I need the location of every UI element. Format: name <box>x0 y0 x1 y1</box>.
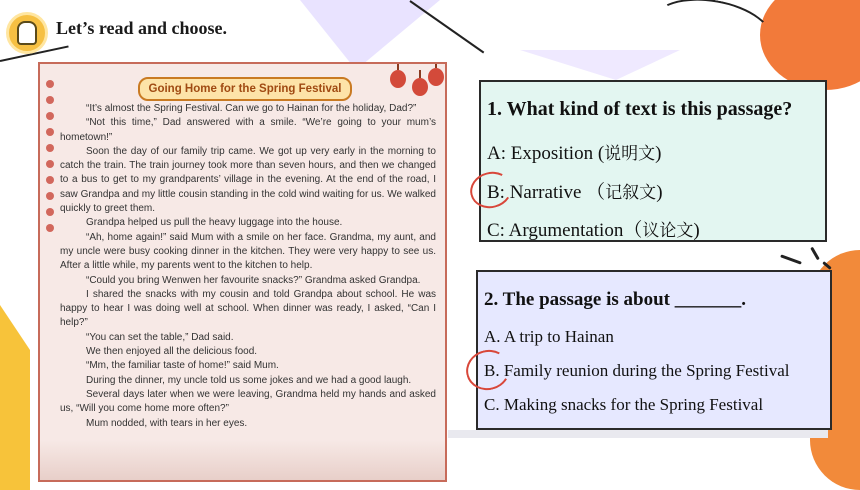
passage-body <box>60 102 436 431</box>
option-chinese: 记叙文 <box>605 183 657 203</box>
orange-decoration <box>760 0 860 90</box>
paragraph: “It’s almost the Spring Festival. Can we go to Hainan for the holiday, Dad?” <box>86 103 417 114</box>
paragraph: Several days later when we were leaving, Grandma held my hands and asked us, “Will you come home more often?” <box>60 388 436 415</box>
purple-decoration <box>300 0 440 70</box>
option-paren: ) <box>655 143 662 164</box>
tick-mark-decoration <box>780 254 802 264</box>
option-label: B: Narrative （ <box>487 182 606 203</box>
shelf-decoration <box>448 430 828 438</box>
question-1-option-b[interactable] <box>487 177 663 204</box>
curve-decoration <box>645 0 778 74</box>
plum-blossom-decoration <box>43 72 57 472</box>
paragraph: “Not this time,” Dad answered with a smile. “We’re going to your mum’s hometown!” <box>60 117 436 143</box>
purple-decoration-2 <box>520 50 680 80</box>
question-2-option-a[interactable]: A. A trip to Hainan <box>484 327 614 346</box>
lightbulb-icon <box>6 12 48 54</box>
lantern-icon <box>412 78 428 96</box>
paragraph: During the dinner, my uncle told us some jokes and we had a good laugh. <box>86 374 412 386</box>
question-2-option-b[interactable]: B. Family reunion during the Spring Festival <box>484 361 790 380</box>
question-2-box <box>476 270 832 430</box>
reading-passage <box>38 62 447 482</box>
paragraph: “Could you bring Wenwen her favourite snacks?” Grandma asked Grandpa. <box>86 274 421 286</box>
paragraph: Mum nodded, with tears in her eyes. <box>86 417 248 429</box>
question-2-title: 2. The passage is about _______. <box>484 289 747 310</box>
line-decoration-2 <box>409 0 484 53</box>
lantern-icon <box>428 68 444 86</box>
passage-bottom-fade <box>40 440 445 480</box>
passage-title-banner <box>138 77 352 101</box>
option-paren: ) <box>656 182 663 203</box>
option-label: C: Argumentation（ <box>487 220 643 241</box>
option-label: A: Exposition ( <box>487 143 605 164</box>
option-paren: ) <box>693 220 700 241</box>
question-1-option-a[interactable] <box>487 139 662 165</box>
passage-title: Going Home for the Spring Festival <box>148 83 342 95</box>
paragraph: Soon the day of our family trip came. We got up very early in the morning to catch the train. The train journey took more than seven hours, and then we changed to a bus to get to my grandparents’ village in the evening. At the end of the road, I saw Grandpa and my little cousin standing in the cold wind waiting for us. We walked quickly to greet them. <box>60 145 436 215</box>
paragraph: We then enjoyed all the delicious food. <box>86 346 258 358</box>
yellow-decoration <box>0 290 30 490</box>
question-1-box <box>479 80 827 242</box>
option-chinese: 说明文 <box>604 144 656 164</box>
tick-mark-decoration <box>810 247 820 261</box>
lantern-icon <box>390 70 406 88</box>
question-1-option-c[interactable] <box>487 215 700 242</box>
option-chinese: 议论文 <box>642 221 694 241</box>
question-1-title: 1. What kind of text is this passage? <box>487 98 793 120</box>
paragraph: “Mm, the familiar taste of home!” said Mum. <box>86 360 279 372</box>
paragraph: “You can set the table,” Dad said. <box>86 331 234 343</box>
paragraph: I shared the snacks with my cousin and told Grandpa about school. He was happy to hear I was doing well at school. When dinner was ready, I asked, “Can I help?” <box>60 288 436 329</box>
paragraph: Grandpa helped us pull the heavy luggage into the house. <box>86 217 343 229</box>
page-title: Let’s read and choose. <box>56 18 227 38</box>
paragraph: “Ah, home again!” said Mum with a smile on her face. Grandma, my aunt, and my uncle were busy cooking dinner in the kitchen. They were very happy to see us. After a little while, my parents went to the kitchen to help. <box>60 231 436 272</box>
question-2-option-c[interactable]: C. Making snacks for the Spring Festival <box>484 395 764 414</box>
